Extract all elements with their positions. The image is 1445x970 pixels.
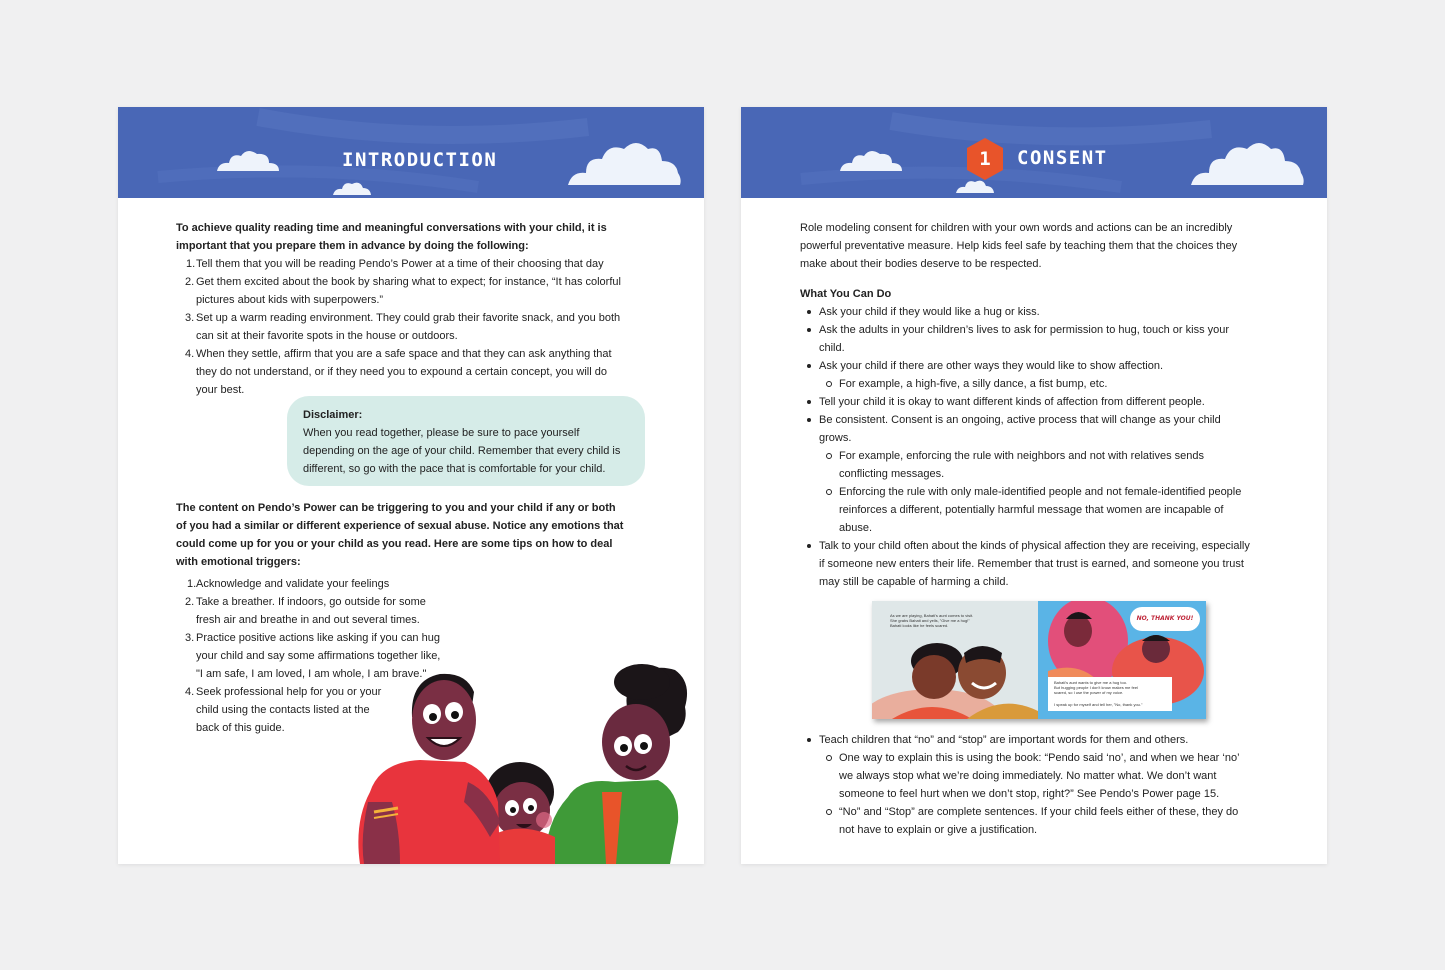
intro-paragraph — [800, 219, 1237, 273]
book-spread-image — [872, 601, 1206, 719]
text-line: they do not understand, or if they need you to expound a certain concept, you will do — [196, 366, 607, 378]
consent-page — [741, 107, 1327, 864]
bullet-icon — [807, 418, 811, 422]
list-item — [196, 345, 612, 399]
text-line: can sit at their favorite spots in the house or outdoors. — [196, 330, 458, 342]
bullet-icon — [807, 364, 811, 368]
speech-bubble: NO, THANK YOU! — [1130, 607, 1200, 631]
sub-bullet-icon — [826, 809, 832, 815]
cloud-icon — [213, 147, 283, 173]
cloud-icon — [330, 177, 374, 197]
list-number: 1. — [187, 578, 197, 590]
disclaimer-heading: Disclaimer: — [303, 409, 363, 421]
text-line: your best. — [196, 384, 245, 396]
sub-list-item — [839, 447, 1204, 483]
cloud-icon — [1187, 137, 1307, 189]
text-line: Enforcing the rule with only male-identified people and not female-identified people — [839, 486, 1242, 498]
bullet-icon — [807, 400, 811, 404]
book-right-bottom-text: I speak up for myself and tell her, "No, thank you." — [1054, 702, 1143, 707]
text-line: Set up a warm reading environment. They could grab their favorite snack, and you both — [196, 312, 621, 324]
text-line: reinforces a different, potentially harmful message that women are incapable of — [839, 504, 1224, 516]
text-line: When they settle, affirm that you are a safe space and that they can ask anything that — [196, 348, 612, 360]
disclaimer-text — [303, 406, 620, 478]
list-number: 4. — [185, 348, 195, 360]
text-line: "I am safe, I am loved, I am whole, I am brave." — [196, 668, 427, 680]
page-title: CONSENT — [1017, 147, 1108, 169]
text-line: The content on Pendo’s Power can be triggering to you and your child if any or both — [176, 502, 616, 514]
text-line: When you read together, please be sure to pace yourself — [303, 427, 580, 439]
disclaimer-callout — [287, 396, 645, 486]
text-line: child using the contacts listed at the — [196, 704, 370, 716]
text-line: make about their bodies deserve to be respected. — [800, 258, 1042, 270]
list-item — [196, 593, 426, 629]
chapter-number-badge — [965, 137, 1005, 181]
cloud-icon — [564, 137, 684, 189]
text-line: of you had a similar or different experience of sexual abuse. Notice any emotions that — [176, 520, 624, 532]
sub-list-item — [839, 749, 1240, 803]
text-line: with emotional triggers: — [176, 556, 301, 568]
book-left-text — [890, 613, 973, 628]
text-line: if someone new enters their life. Remember that trust is earned, and someone you trust — [819, 558, 1244, 570]
section-heading: What You Can Do — [800, 288, 892, 300]
text-line: scared, so I use the power of my voice. — [1054, 690, 1124, 695]
list-item — [819, 411, 1221, 447]
book-right-page — [1038, 601, 1206, 719]
list-item: Tell your child it is okay to want different kinds of affection from different people. — [819, 396, 1205, 408]
book-right-text — [1054, 680, 1138, 695]
text-line: depending on the age of your child. Remember that every child is — [303, 445, 621, 457]
text-line: She grabs Bahati and yells, "Give me a hug!" — [890, 618, 970, 623]
text-line: grows. — [819, 432, 852, 444]
text-line: But hugging people I don't know makes me feel — [1054, 685, 1138, 690]
sub-bullet-icon — [826, 453, 832, 459]
list-number: 3. — [185, 312, 195, 324]
sub-bullet-icon — [826, 755, 832, 761]
consent-banner — [741, 107, 1327, 198]
intro-paragraph — [176, 219, 607, 255]
text-line: Bahati's aunt wants to give me a hug too. — [1054, 680, 1128, 685]
list-number: 2. — [185, 596, 195, 608]
text-line: Role modeling consent for children with your own words and actions can be an incredibly — [800, 222, 1233, 234]
list-item — [196, 309, 620, 345]
text-line: your child and say some affirmations together like, — [196, 650, 441, 662]
text-line: For example, enforcing the rule with neighbors and not with relatives sends — [839, 450, 1205, 462]
sub-list-item — [839, 483, 1241, 537]
bullet-icon — [807, 544, 811, 548]
text-line: back of this guide. — [196, 722, 285, 734]
book-left-art — [872, 639, 1038, 719]
father-figure — [358, 674, 500, 864]
text-line: fresh air and breathe in and out several times. — [196, 614, 420, 626]
list-item — [196, 255, 604, 273]
list-item — [819, 537, 1250, 591]
text-line: someone to feel hurt when we don’t stop, right?” See Pendo’s Power page 15. — [839, 788, 1220, 800]
text-line: could come up for you or your child as you read. Here are some tips on how to deal — [176, 538, 613, 550]
text-line: pictures about kids with superpowers.” — [196, 294, 384, 306]
introduction-page — [118, 107, 704, 864]
chapter-number: 1 — [979, 148, 991, 170]
text-line: One way to explain this is using the book: “Pendo said ‘no’, and when we hear ‘no’ — [839, 752, 1240, 764]
list-item — [196, 273, 621, 309]
list-number: 1. — [186, 258, 196, 270]
text-line: Tell them that you will be reading Pendo’s Power at a time of their choosing that day — [196, 258, 604, 270]
text-line: Get them excited about the book by sharing what to expect; for instance, “It has colorful — [196, 276, 621, 288]
text-line: not have to explain or give a justification. — [839, 824, 1038, 836]
book-left-page — [872, 601, 1038, 719]
text-line: abuse. — [839, 522, 873, 534]
list-item: Ask your child if they would like a hug or kiss. — [819, 306, 1040, 318]
sub-list-item: For example, a high-five, a silly dance, a fist bump, etc. — [839, 378, 1108, 390]
bullet-icon — [807, 310, 811, 314]
page-title: INTRODUCTION — [342, 149, 498, 171]
sub-bullet-icon — [826, 381, 832, 387]
text-line: we always stop what we’re doing immediately. No matter what. We don’t want — [839, 770, 1217, 782]
list-item: Teach children that “no” and “stop” are important words for them and others. — [819, 734, 1189, 746]
text-line: important that you prepare them in advance by doing the following: — [176, 240, 529, 252]
list-number: 3. — [185, 632, 195, 644]
mother-figure — [545, 664, 687, 864]
text-line: Be consistent. Consent is an ongoing, active process that will change as your child — [819, 414, 1221, 426]
bullet-icon — [807, 328, 811, 332]
text-line: different, so go with the pace that is comfortable for your child. — [303, 463, 606, 475]
list-item: Ask your child if there are other ways they would like to show affection. — [819, 360, 1164, 372]
text-line: To achieve quality reading time and meaningful conversations with your child, it is — [176, 222, 607, 234]
list-item — [196, 575, 389, 593]
family-illustration — [340, 662, 694, 864]
text-line: child. — [819, 342, 845, 354]
text-line: powerful preventative measure. Help kids feel safe by teaching them that the choices they — [800, 240, 1238, 252]
text-line: Take a breather. If indoors, go outside for some — [196, 596, 426, 608]
text-line: may still be capable of harming a child. — [819, 576, 1009, 588]
text-line: conflicting messages. — [839, 468, 945, 480]
text-line: As we are playing, Bahati's aunt comes to visit. — [890, 613, 974, 618]
sub-bullet-icon — [826, 489, 832, 495]
text-line: Seek professional help for you or your — [196, 686, 382, 698]
text-line: Bahati looks like he feels scared. — [890, 623, 949, 628]
text-line: Talk to your child often about the kinds of physical affection they are receiving, especially — [819, 540, 1250, 552]
cloud-icon — [836, 147, 906, 173]
triggers-paragraph — [176, 499, 623, 571]
list-number: 4. — [185, 686, 195, 698]
list-item — [819, 321, 1229, 357]
text-line: Acknowledge and validate your feelings — [196, 578, 390, 590]
text-line: “No” and “Stop” are complete sentences. If your child feels either of these, they do — [839, 806, 1239, 818]
list-number: 2. — [185, 276, 195, 288]
text-line: Practice positive actions like asking if you can hug — [196, 632, 440, 644]
text-line: Ask the adults in your children’s lives to ask for permission to hug, touch or kiss your — [819, 324, 1230, 336]
introduction-banner — [118, 107, 704, 198]
book-caption-box — [1048, 677, 1172, 711]
sub-list-item — [839, 803, 1238, 839]
bullet-icon — [807, 738, 811, 742]
